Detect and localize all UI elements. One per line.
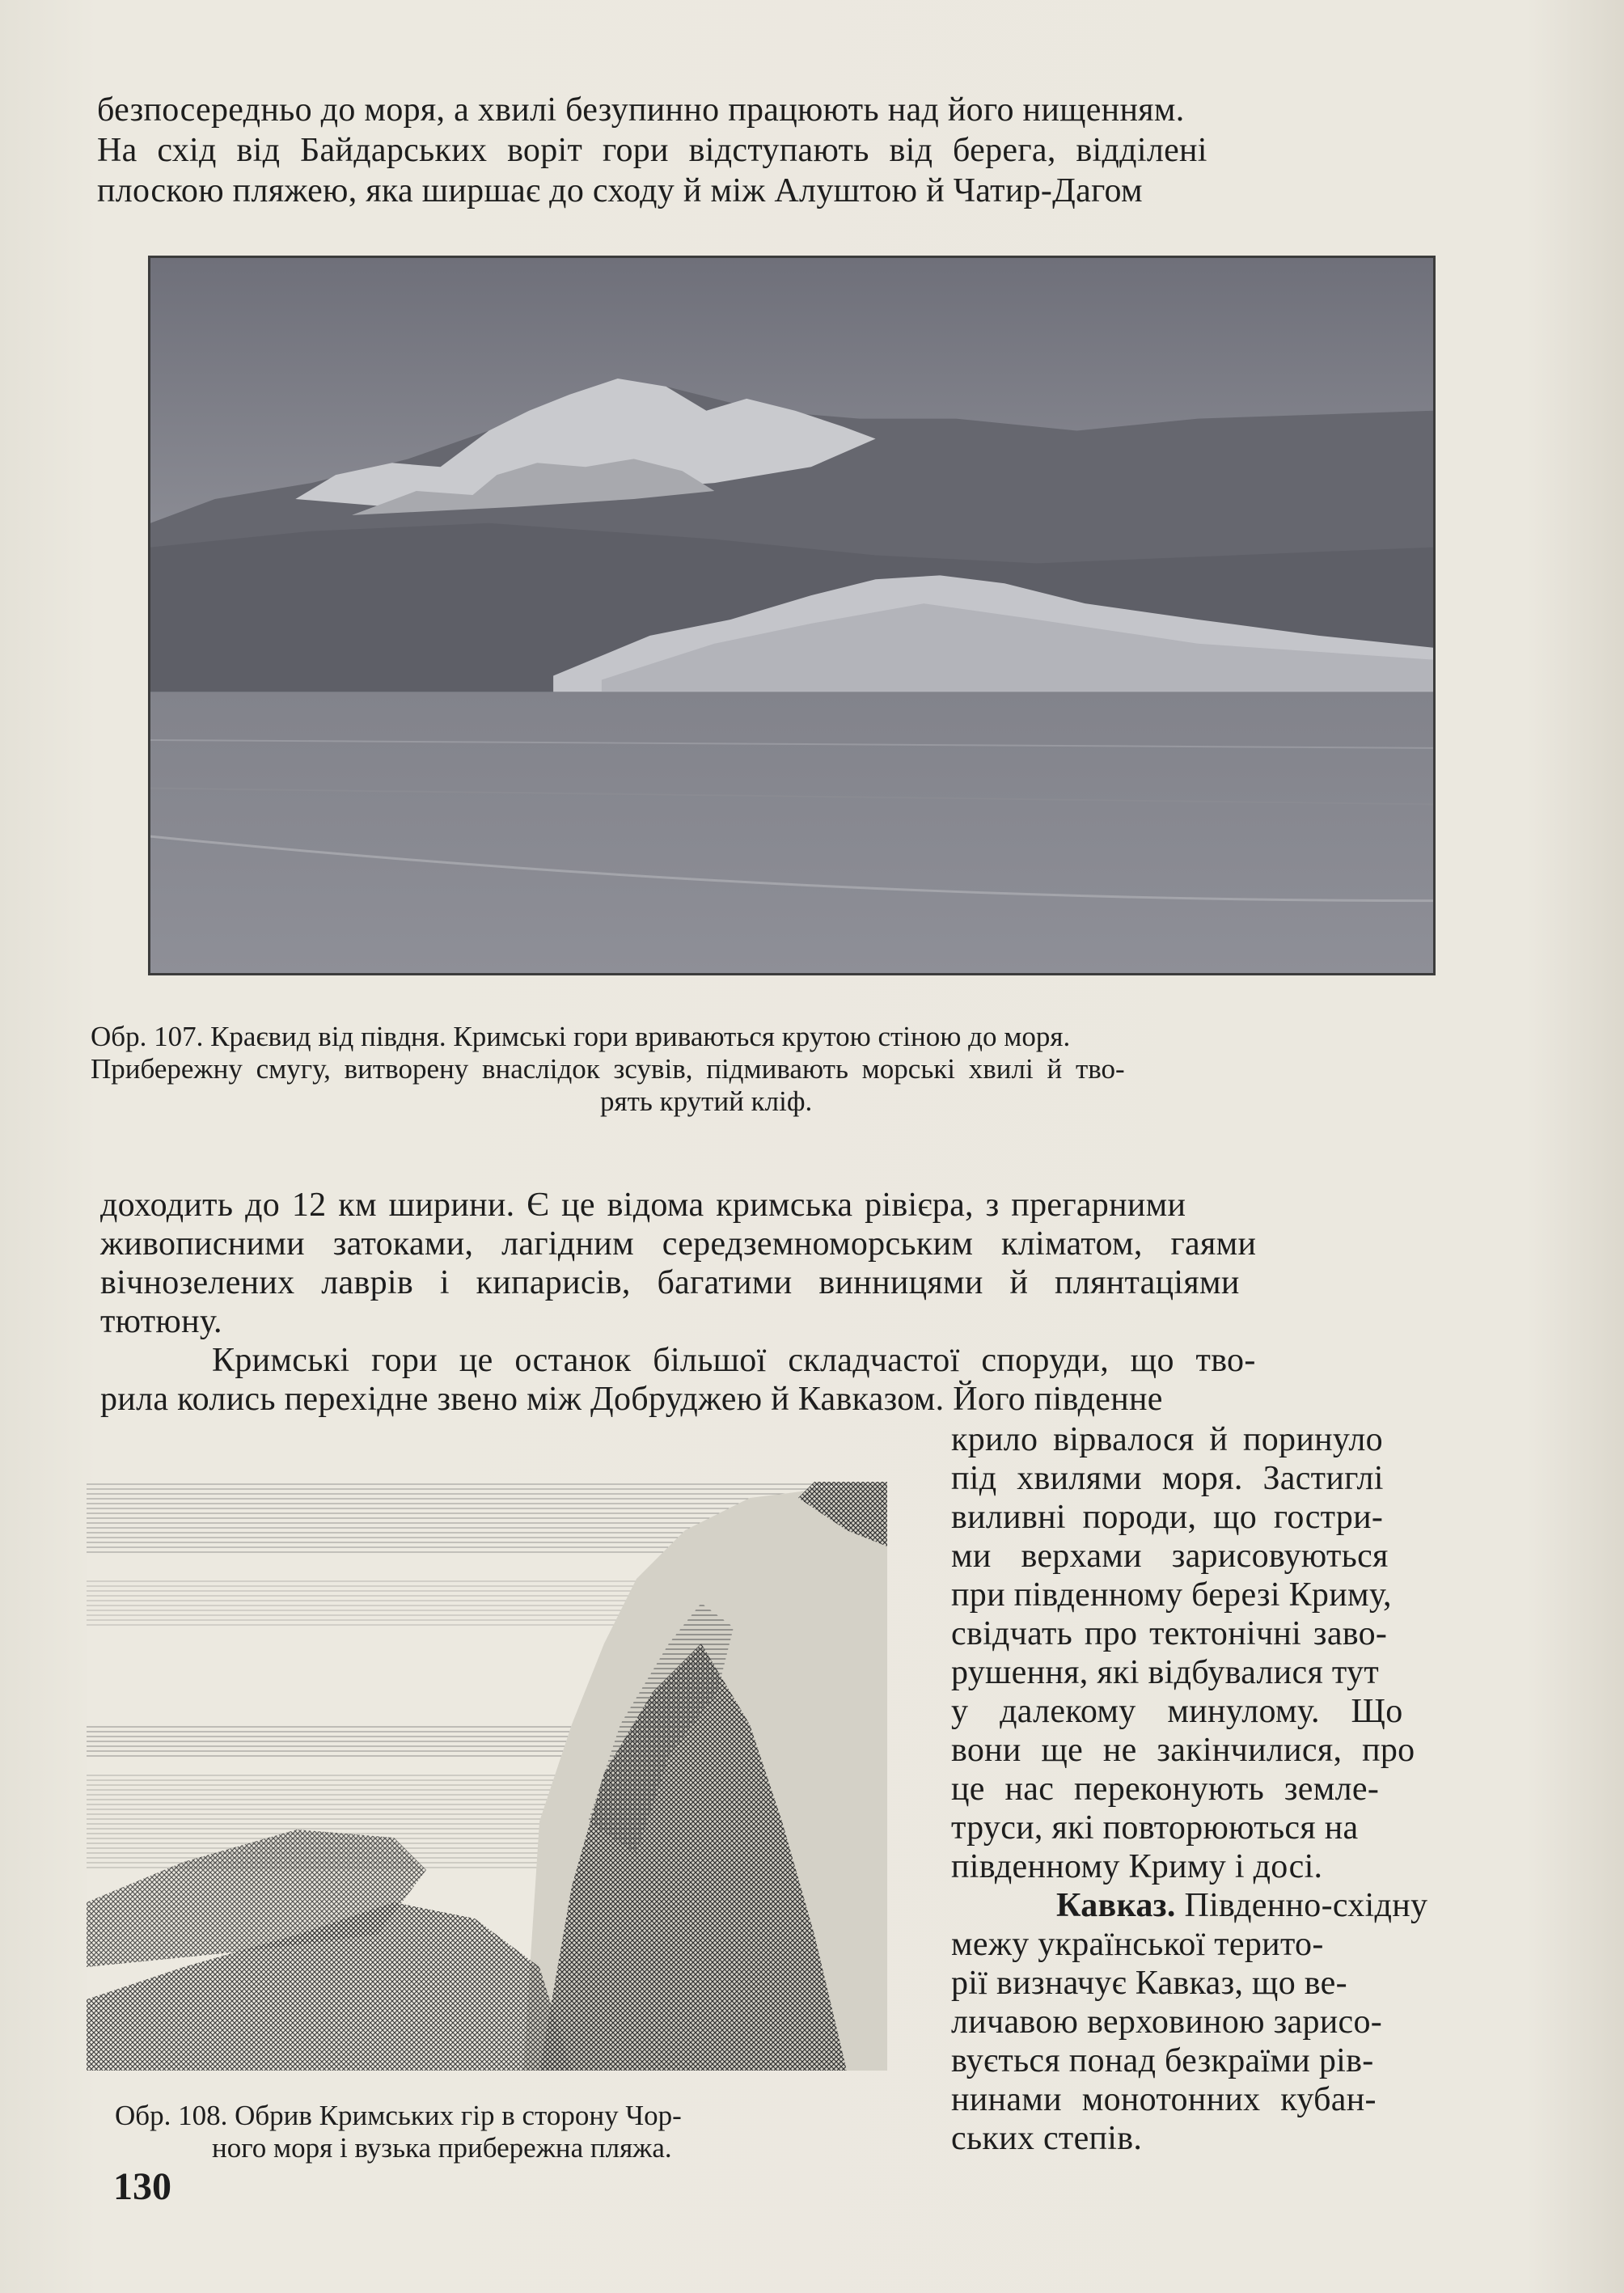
text-line: виливні породи, що гостри- <box>951 1499 1384 1536</box>
section-caucasus-line <box>1056 1886 1427 1925</box>
text-line: свідчать про тектонічні заво- <box>951 1615 1388 1652</box>
text-line: ських степів. <box>951 2120 1143 2157</box>
text-line: тютюну. <box>100 1303 222 1340</box>
engraving-cliff <box>87 1482 887 2071</box>
text-line: крило вірвалося й поринуло <box>951 1421 1383 1458</box>
page-number: 130 <box>113 2165 171 2208</box>
text-line: це нас переконують земле- <box>951 1771 1380 1808</box>
section-heading: Кавказ. <box>1056 1887 1176 1924</box>
figure-caption-107: рять крутий кліф. <box>600 1085 813 1117</box>
text-line: рила колись перехідне звено між Добруджею й Кавказом. Його південне <box>100 1381 1163 1418</box>
text-line: у далекому минулому. Що <box>951 1693 1403 1730</box>
section-first-line: Південно-східну <box>1184 1887 1428 1924</box>
text-line: під хвилями моря. Застиглі <box>951 1460 1384 1497</box>
text-line: вується понад безкраїми рів- <box>951 2042 1374 2079</box>
text-line: труси, які повторюються на <box>951 1809 1359 1847</box>
figure-caption-108: ного моря і вузька прибережна пляжа. <box>212 2132 672 2164</box>
text-line: межу української терито- <box>951 1926 1324 1963</box>
figure-caption-107: Прибережну смугу, витворену внаслідок зсувів, підмивають морські хвилі й тво- <box>91 1053 1125 1085</box>
text-line: На схід від Байдарських воріт гори відступають від берега, відділені <box>97 132 1207 169</box>
text-line: плоскою пляжею, яка ширшає до сходу й між Алуштою й Чатир-Дагом <box>97 172 1143 209</box>
text-line: рушення, які відбувалися тут <box>951 1654 1379 1691</box>
text-line: Кримські гори це останок більшої складчастої споруди, що тво- <box>212 1342 1256 1379</box>
text-line: безпосередньо до моря, а хвилі безупинно працюють над його нищенням. <box>97 91 1185 129</box>
text-line: живописними затоками, лагідним середземноморським кліматом, гаями <box>100 1225 1257 1263</box>
text-line: личавою верховиною зарисо- <box>951 2003 1383 2041</box>
text-line: доходить до 12 км ширини. Є це відома кримська рівієра, з прегарними <box>100 1187 1186 1224</box>
figure-caption-107: Обр. 107. Краєвид від півдня. Кримські гори вриваються крутою стіною до моря. <box>91 1021 1071 1052</box>
figure-caption-108: Обр. 108. Обрив Кримських гір в сторону Чор- <box>115 2100 682 2131</box>
text-line: нинами монотонних кубан- <box>951 2081 1377 2118</box>
photo-crimean-coast <box>148 256 1436 975</box>
text-line: при південному березі Криму, <box>951 1576 1392 1614</box>
text-line: ми верхами зарисовуються <box>951 1538 1389 1575</box>
text-line: вічнозелених лаврів і кипарисів, багатими винницями й плянтаціями <box>100 1264 1240 1301</box>
text-line: вони ще не закінчилися, про <box>951 1732 1415 1769</box>
text-line: рії визначує Кавказ, що ве- <box>951 1965 1347 2002</box>
text-line: південному Криму і досі. <box>951 1848 1323 1885</box>
